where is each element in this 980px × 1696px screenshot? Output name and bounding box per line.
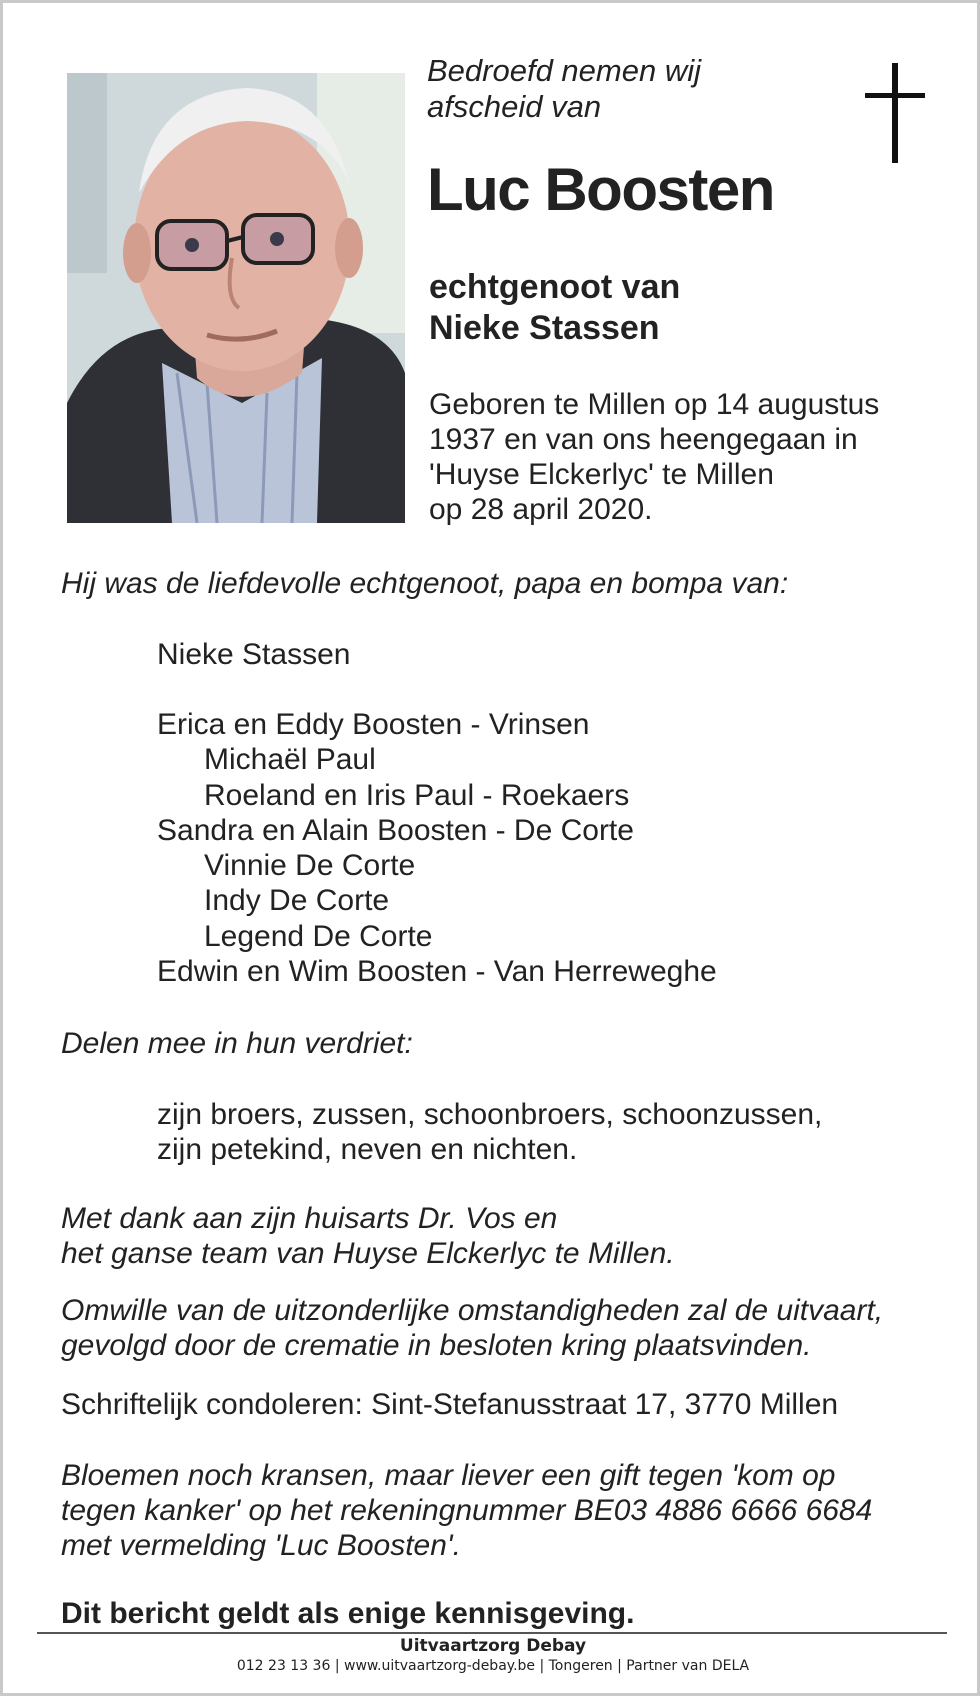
list-item: Roeland en Iris Paul - Roekaers (204, 778, 630, 812)
thanks-text: Met dank aan zijn huisarts Dr. Vos en het ganse team van Huyse Elckerlyc te Millen. (61, 1202, 675, 1270)
portrait-photo (67, 73, 405, 523)
list-item: Vinnie De Corte (204, 849, 416, 883)
condolence-address: Schriftelijk condoleren: Sint-Stefanusstraat 17, 3770 Millen (61, 1388, 839, 1421)
circumstances-text: Omwille van de uitzonderlijke omstandigheden zal de uitvaart, gevolgd door de crematie in besloten kring plaatsvinden. (61, 1294, 884, 1362)
footer-divider (37, 1632, 947, 1634)
portrait-illustration (67, 73, 405, 523)
spouse-heading: echtgenoot van Nieke Stassen (429, 268, 681, 347)
share-intro: Delen mee in hun verdriet: (61, 1027, 413, 1060)
family-list (157, 707, 717, 989)
list-item: Michaël Paul (204, 743, 376, 777)
funeral-contact: 012 23 13 36 | www.uitvaartzorg-debay.be | Tongeren | Partner van DELA (236, 1658, 750, 1674)
spouse-entry: Nieke Stassen (157, 638, 351, 671)
family-intro: Hij was de liefdevolle echtgenoot, papa en bompa van: (61, 567, 789, 600)
deceased-name: Luc Boosten (427, 156, 774, 223)
list-item: Erica en Eddy Boosten - Vrinsen (157, 708, 590, 741)
cross-icon (865, 63, 925, 163)
flowers-request: Bloemen noch kransen, maar liever een gift tegen 'kom op tegen kanker' op het rekeningnummer BE03 4886 6666 6684 met vermelding 'Luc Boosten'. (61, 1459, 873, 1562)
birth-death-text: Geboren te Millen op 14 augustus 1937 en van ons heengegaan in 'Huyse Elckerlyc' te Millen op 28 april 2020. (429, 388, 880, 526)
list-item: Indy De Corte (204, 884, 390, 918)
notice-text: Dit bericht geldt als enige kennisgeving. (61, 1597, 635, 1630)
intro-text: Bedroefd nemen wij afscheid van (427, 53, 701, 124)
list-item: Edwin en Wim Boosten - Van Herreweghe (157, 955, 717, 989)
funeral-company: Uitvaartzorg Debay (399, 1636, 587, 1656)
list-item: Legend De Corte (204, 919, 433, 953)
list-item: Sandra en Alain Boosten - De Corte (157, 813, 634, 847)
relatives-text: zijn broers, zussen, schoonbroers, schoonzussen, zijn petekind, neven en nichten. (157, 1098, 823, 1167)
